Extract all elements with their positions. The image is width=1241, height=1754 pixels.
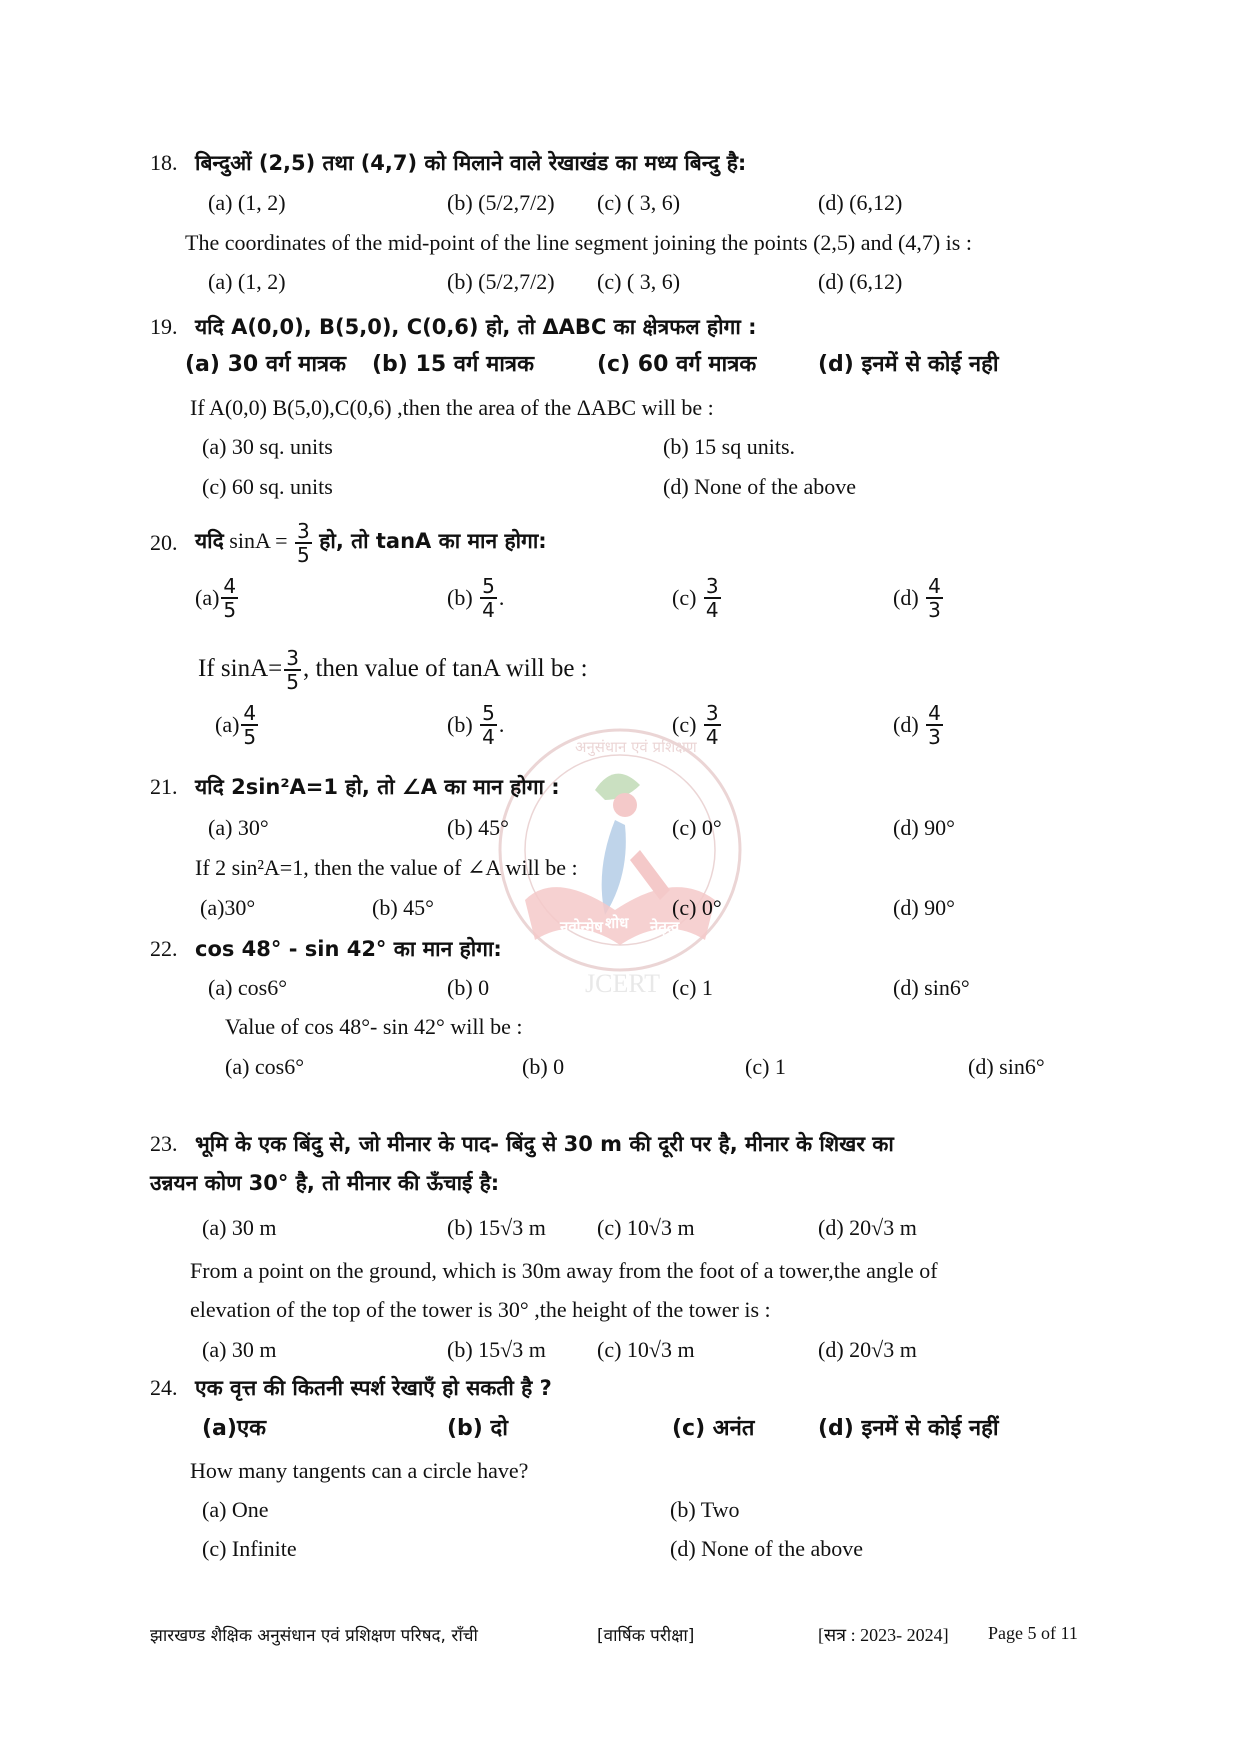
q23-opt-hi-c: (c) 10√3 m <box>597 1215 695 1240</box>
q20-opt-hi-d <box>893 575 945 621</box>
q19-opt-en-b: (b) 15 sq units. <box>663 434 795 459</box>
q20-english-pre: If sinA= <box>198 655 283 682</box>
q20-opt-hi-d-label: (d) <box>893 585 919 610</box>
q20-opt-en-c-frac <box>704 702 721 748</box>
q18-opt-hi-c: (c) ( 3, 6) <box>597 190 681 215</box>
q18-opt-en-a: (a) (1, 2) <box>208 269 286 294</box>
q19-opt-hi-d: (d) इनमें से कोई नही <box>818 352 999 377</box>
frac-d: 5 <box>243 725 257 749</box>
q20-opt-hi-a <box>195 575 240 621</box>
q23-opt-en-c: (c) 10√3 m <box>597 1337 695 1362</box>
q20-opt-hi-c-frac <box>704 575 721 621</box>
q20-opt-hi-a-label: (a) <box>195 585 220 610</box>
frac-n: 4 <box>223 574 237 598</box>
q18-opt-en-b: (b) (5/2,7/2) <box>447 269 555 294</box>
q20-opt-en-a <box>215 702 260 748</box>
watermark-ribbon-1: नवोन्मेष <box>560 918 603 936</box>
q21-opt-en-c: (c) 0° <box>672 895 722 920</box>
q20-opt-en-a-label: (a) <box>215 712 240 737</box>
q20-opt-hi-c-label: (c) <box>672 585 697 610</box>
q19-hindi: यदि A(0,0), B(5,0), C(0,6) हो, तो ΔABC का क्षेत्रफल होगा : <box>195 315 757 339</box>
q24-hindi: एक वृत्त की कितनी स्पर्श रेखाएँ हो सकती है ? <box>195 1376 552 1400</box>
q18-number: 18. <box>150 150 178 175</box>
q20-opt-en-c-label: (c) <box>672 712 697 737</box>
q18-opt-hi-b: (b) (5/2,7/2) <box>447 190 555 215</box>
q19-opt-en-a: (a) 30 sq. units <box>202 434 333 459</box>
q22-opt-en-d: (d) sin6° <box>968 1054 1045 1079</box>
q20-english-post: , then value of tanA will be : <box>302 655 588 682</box>
q23-opt-en-a: (a) 30 m <box>202 1337 277 1362</box>
frac-n: 3 <box>705 701 719 725</box>
watermark-ribbon-3: नेतृत्व <box>650 918 680 936</box>
q20-opt-hi-b-label: (b) <box>447 585 473 610</box>
q19-opt-en-d: (d) None of the above <box>663 474 857 499</box>
q23-opt-en-b: (b) 15√3 m <box>447 1337 546 1362</box>
q20-opt-en-b-dot: . <box>498 712 505 737</box>
q21-opt-hi-c: (c) 0° <box>672 815 722 840</box>
q20-hindi-post: हो, तो tanA का मान होगा: <box>319 529 547 553</box>
q22-english: Value of cos 48°- sin 42° will be : <box>225 1014 523 1039</box>
q22-opt-hi-b: (b) 0 <box>447 975 490 1000</box>
frac-n: 3 <box>705 574 719 598</box>
q23-english-line1: From a point on the ground, which is 30m away from the foot of a tower,the angle of <box>190 1258 938 1283</box>
q23-opt-hi-b: (b) 15√3 m <box>447 1215 546 1240</box>
footer-org: झारखण्ड शैक्षिक अनुसंधान एवं प्रशिक्षण परिषद, राँची <box>150 1626 478 1646</box>
q21-number: 21. <box>150 774 178 799</box>
frac-d: 4 <box>482 725 495 749</box>
q20-opt-hi-a-frac <box>221 575 238 621</box>
frac-n: 5 <box>482 701 495 725</box>
q19-opt-en-c: (c) 60 sq. units <box>202 474 333 499</box>
q23-english-line2: elevation of the top of the tower is 30° ,the height of the tower is : <box>190 1297 771 1322</box>
q21-opt-en-a: (a)30° <box>200 895 256 920</box>
frac-d: 4 <box>705 725 719 749</box>
frac-n: 5 <box>482 574 495 598</box>
q21-opt-hi-d: (d) 90° <box>893 815 955 840</box>
q18-hindi: बिन्दुओं (2,5) तथा (4,7) को मिलाने वाले रेखाखंड का मध्य बिन्दु है: <box>195 151 747 175</box>
frac-d: 5 <box>223 598 237 622</box>
q20-opt-en-c <box>672 702 723 748</box>
footer-page-number: Page 5 of 11 <box>988 1623 1078 1643</box>
q20-english <box>198 638 588 700</box>
q20-hindi-sin: sinA = <box>229 528 288 553</box>
q20-number: 20. <box>150 530 178 555</box>
watermark-name: JCERT <box>585 969 661 998</box>
frac-d: 3 <box>928 598 941 622</box>
q18-english: The coordinates of the mid-point of the line segment joining the points (2,5) and (4,7) is : <box>185 230 972 255</box>
q22-opt-hi-c: (c) 1 <box>672 975 713 1000</box>
q20-opt-en-b-frac <box>480 702 497 748</box>
q20-english-frac <box>284 647 301 693</box>
q21-opt-hi-a: (a) 30° <box>208 815 269 840</box>
q20-opt-en-b <box>447 702 504 748</box>
q22-opt-en-c: (c) 1 <box>745 1054 786 1079</box>
q20-opt-en-b-label: (b) <box>447 712 473 737</box>
q24-opt-en-d: (d) None of the above <box>670 1536 864 1561</box>
q18-opt-hi-a: (a) (1, 2) <box>208 190 286 215</box>
frac-n: 3 <box>286 646 299 671</box>
q24-opt-hi-d: (d) इनमें से कोई नहीं <box>818 1416 999 1441</box>
q23-number: 23. <box>150 1131 178 1156</box>
q21-opt-hi-b: (b) 45° <box>447 815 509 840</box>
q19-english: If A(0,0) B(5,0),C(0,6) ,then the area of the ΔABC will be : <box>190 395 714 420</box>
q23-hindi-line2: उन्नयन कोण 30° है, तो मीनार की ऊँचाई है: <box>150 1171 500 1195</box>
frac-n: 4 <box>928 574 941 598</box>
q24-opt-en-a: (a) One <box>202 1497 269 1522</box>
watermark-top-text: अनुसंधान एवं प्रशिक्षण <box>575 738 697 756</box>
q24-opt-en-b: (b) Two <box>670 1497 740 1522</box>
frac-n: 4 <box>928 701 941 725</box>
q20-opt-hi-b <box>447 575 504 621</box>
q20-opt-en-d-label: (d) <box>893 712 919 737</box>
q20-opt-en-d <box>893 702 945 748</box>
frac-d: 5 <box>286 670 299 695</box>
q20-hindi <box>195 510 547 572</box>
frac-d: 3 <box>928 725 941 749</box>
q22-opt-hi-a: (a) cos6° <box>208 975 288 1000</box>
footer-exam: [वार्षिक परीक्षा] <box>597 1626 695 1646</box>
q22-number: 22. <box>150 936 178 961</box>
q21-opt-en-d: (d) 90° <box>893 895 955 920</box>
q20-opt-en-d-frac <box>926 702 943 748</box>
q20-opt-en-a-frac <box>241 702 258 748</box>
frac-d: 4 <box>705 598 719 622</box>
q21-english: If 2 sin²A=1, then the value of ∠A will be : <box>195 855 578 880</box>
footer-session: [सत्र : 2023- 2024] <box>818 1625 949 1645</box>
q19-opt-hi-a: (a) 30 वर्ग मात्रक <box>185 352 347 377</box>
q23-hindi-line1: भूमि के एक बिंदु से, जो मीनार के पाद- बिंदु से 30 m की दूरी पर है, मीनार के शिखर का <box>195 1132 894 1156</box>
q22-opt-en-a: (a) cos6° <box>225 1054 305 1079</box>
q22-hindi: cos 48° - sin 42° का मान होगा: <box>195 937 502 961</box>
q19-opt-hi-c: (c) 60 वर्ग मात्रक <box>597 352 757 377</box>
frac-n: 4 <box>243 701 257 725</box>
q20-opt-hi-b-dot: . <box>498 585 505 610</box>
q20-hindi-pre: यदि <box>195 529 224 553</box>
q20-frac-main <box>295 520 312 566</box>
frac-d: 4 <box>482 598 495 622</box>
q21-hindi: यदि 2sin²A=1 हो, तो ∠A का मान होगा : <box>195 775 560 799</box>
q24-opt-hi-a: (a)एक <box>202 1416 267 1441</box>
q23-opt-en-d: (d) 20√3 m <box>818 1337 917 1362</box>
q24-opt-hi-b: (b) दो <box>447 1416 508 1441</box>
q21-opt-en-b: (b) 45° <box>372 895 434 920</box>
q18-opt-en-d: (d) (6,12) <box>818 269 903 294</box>
q23-opt-hi-d: (d) 20√3 m <box>818 1215 917 1240</box>
q24-opt-en-c: (c) Infinite <box>202 1536 297 1561</box>
watermark-ribbon-2: शोध <box>605 914 629 932</box>
q22-opt-en-b: (b) 0 <box>522 1054 565 1079</box>
q18-opt-en-c: (c) ( 3, 6) <box>597 269 681 294</box>
q24-english: How many tangents can a circle have? <box>190 1458 529 1483</box>
q19-opt-hi-b: (b) 15 वर्ग मात्रक <box>372 352 534 377</box>
q24-number: 24. <box>150 1375 178 1400</box>
q23-opt-hi-a: (a) 30 m <box>202 1215 277 1240</box>
q20-frac-main-n: 3 <box>297 518 310 543</box>
q22-opt-hi-d: (d) sin6° <box>893 975 970 1000</box>
q19-number: 19. <box>150 314 178 339</box>
q24-opt-hi-c: (c) अनंत <box>672 1416 755 1441</box>
q18-opt-hi-d: (d) (6,12) <box>818 190 903 215</box>
q20-frac-main-d: 5 <box>297 542 310 567</box>
q20-opt-hi-c <box>672 575 723 621</box>
q20-opt-hi-d-frac <box>926 575 943 621</box>
q20-opt-hi-b-frac <box>480 575 497 621</box>
